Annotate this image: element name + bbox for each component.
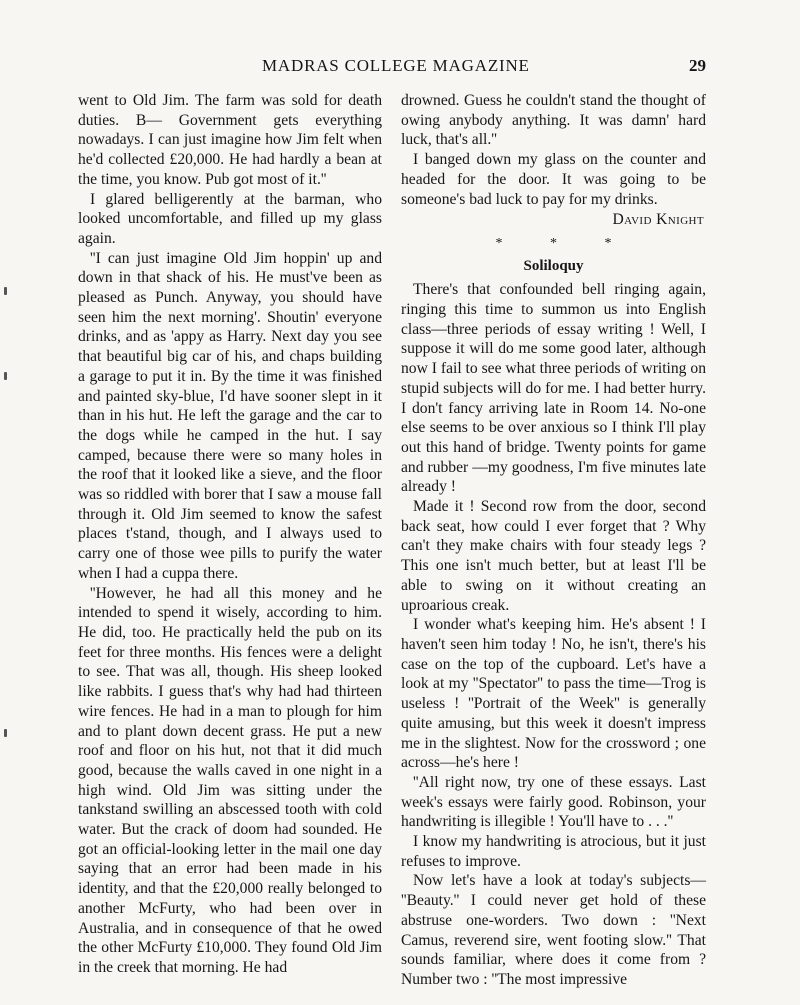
author-byline: David Knight bbox=[612, 211, 704, 229]
left-column bbox=[78, 91, 382, 978]
binding-mark bbox=[4, 372, 7, 380]
binding-mark bbox=[4, 729, 7, 737]
paragraph: There's that confounded bell ringing again, ringing this time to summon us into English class—three periods of essay writing ! Well, I suppose it will do me some good later, although now I fail to see what three periods of writing on stupid subjects will do for me. I had better hurry. I don't fancy arriving late in Room 14. No-one else seems to be over anxious so I think I'll play out this hand of bridge. Twenty points for game and rubber —my goodness, I'm five minutes late already ! bbox=[401, 281, 706, 496]
paragraph: Now let's have a look at today's subjects— ''Beauty.'' I could never get hold of these abstruse one-worders. Two down : ''Next Camus, reverend sire, went footing slow.'' That sounds familiar, where does it come from ? Number two : ''The most impressive bbox=[401, 872, 706, 988]
paragraph: I glared belligerently at the barman, who looked uncomfortable, and filled up my glass again. bbox=[78, 190, 382, 247]
paragraph: ''I can just imagine Old Jim hoppin' up and down in that shack of his. He must've been as pleased as Punch. Anyway, you should have seen him the next morning'. Shoutin' everyone drinks, and as 'appy as Harry. Next day you see that beautiful big car of his, and chaps building a garage to put it in. By the time it was finished and painted sky-blue, I'd have sooner slept in it than in his hut. He left the garage and the car to the dogs while he camped in the hut. I say camped, because there were so many holes in the roof that it looked like a sieve, and the floor was so riddled with borer that I saw a mouse fall through it. Old Jim seemed to know the safest places t'stand, though, and I always used to carry one of those wee pills to purify the water when I had a cuppa there. bbox=[78, 249, 382, 582]
paragraph: I banged down my glass on the counter and headed for the door. It was going to be someone's bad luck to pay for my drinks. bbox=[401, 151, 706, 208]
page-header bbox=[0, 56, 800, 80]
paragraph: ''However, he had all this money and he intended to spend it wisely, according to him. He did, too. He practically held the pub on its feet for three months. His fences were a delight to see. That was all, though. His sheep looked like rabbits. I guess that's why had had thirteen wire fences. He had in a man to plough for him and to plant down decent grass. He put a new roof and floor on his hut, not that it did much good, because the walls caved in one night in a high wind. Old Jim was sitting under the tankstand swilling an abscessed tooth with cold water. But the crack of doom had sounded. He got an official-looking letter in the mail one day saying that an error had been made in his identity, and that the £20,000 really belonged to another McFurty, who had been over in Australia, and in consequence of that he owed the other McFurty £10,000. They found Old Jim in the creek that morning. He had bbox=[78, 584, 382, 976]
paragraph: I wonder what's keeping him. He's absent ! I haven't seen him today ! No, he isn't, there's his case on the top of the cupboard. Let's have a look at my ''Spectator'' to pass the time—Trog is useless ! ''Portrait of the Week'' is generally quite amusing, but this week it doesn't impress me in the slightest. Now for the crossword ; one across—he's here ! bbox=[401, 616, 706, 772]
right-column bbox=[401, 91, 706, 990]
paragraph: I know my handwriting is atrocious, but it just refuses to improve. bbox=[401, 833, 706, 870]
paragraph: Made it ! Second row from the door, second back seat, how could I ever forget that ? Why can't they make chairs with four steady legs ? This one isn't much better, but at least I'll be able to swing on it without creating an uproarious creak. bbox=[401, 498, 706, 614]
page-number: 29 bbox=[689, 56, 706, 75]
paragraph: went to Old Jim. The farm was sold for death duties. B— Government gets everything nowadays. I can just imagine how Jim felt when he'd collected £20,000. He had hardly a bean at the time, you know. Pub got most of it.'' bbox=[78, 92, 382, 188]
paragraph: drowned. Guess he couldn't stand the thought of owing anybody anything. It was damn' hard luck, that's all.'' bbox=[401, 92, 706, 149]
paragraph: ''All right now, try one of these essays. Last week's essays were fairly good. Robinson, your handwriting is illegible ! You'll have to . . .'' bbox=[401, 773, 706, 831]
running-title: MADRAS COLLEGE MAGAZINE bbox=[262, 56, 530, 75]
section-separator: * * * bbox=[495, 235, 634, 251]
binding-mark bbox=[4, 287, 7, 295]
section-heading: Soliloquy bbox=[523, 257, 584, 274]
